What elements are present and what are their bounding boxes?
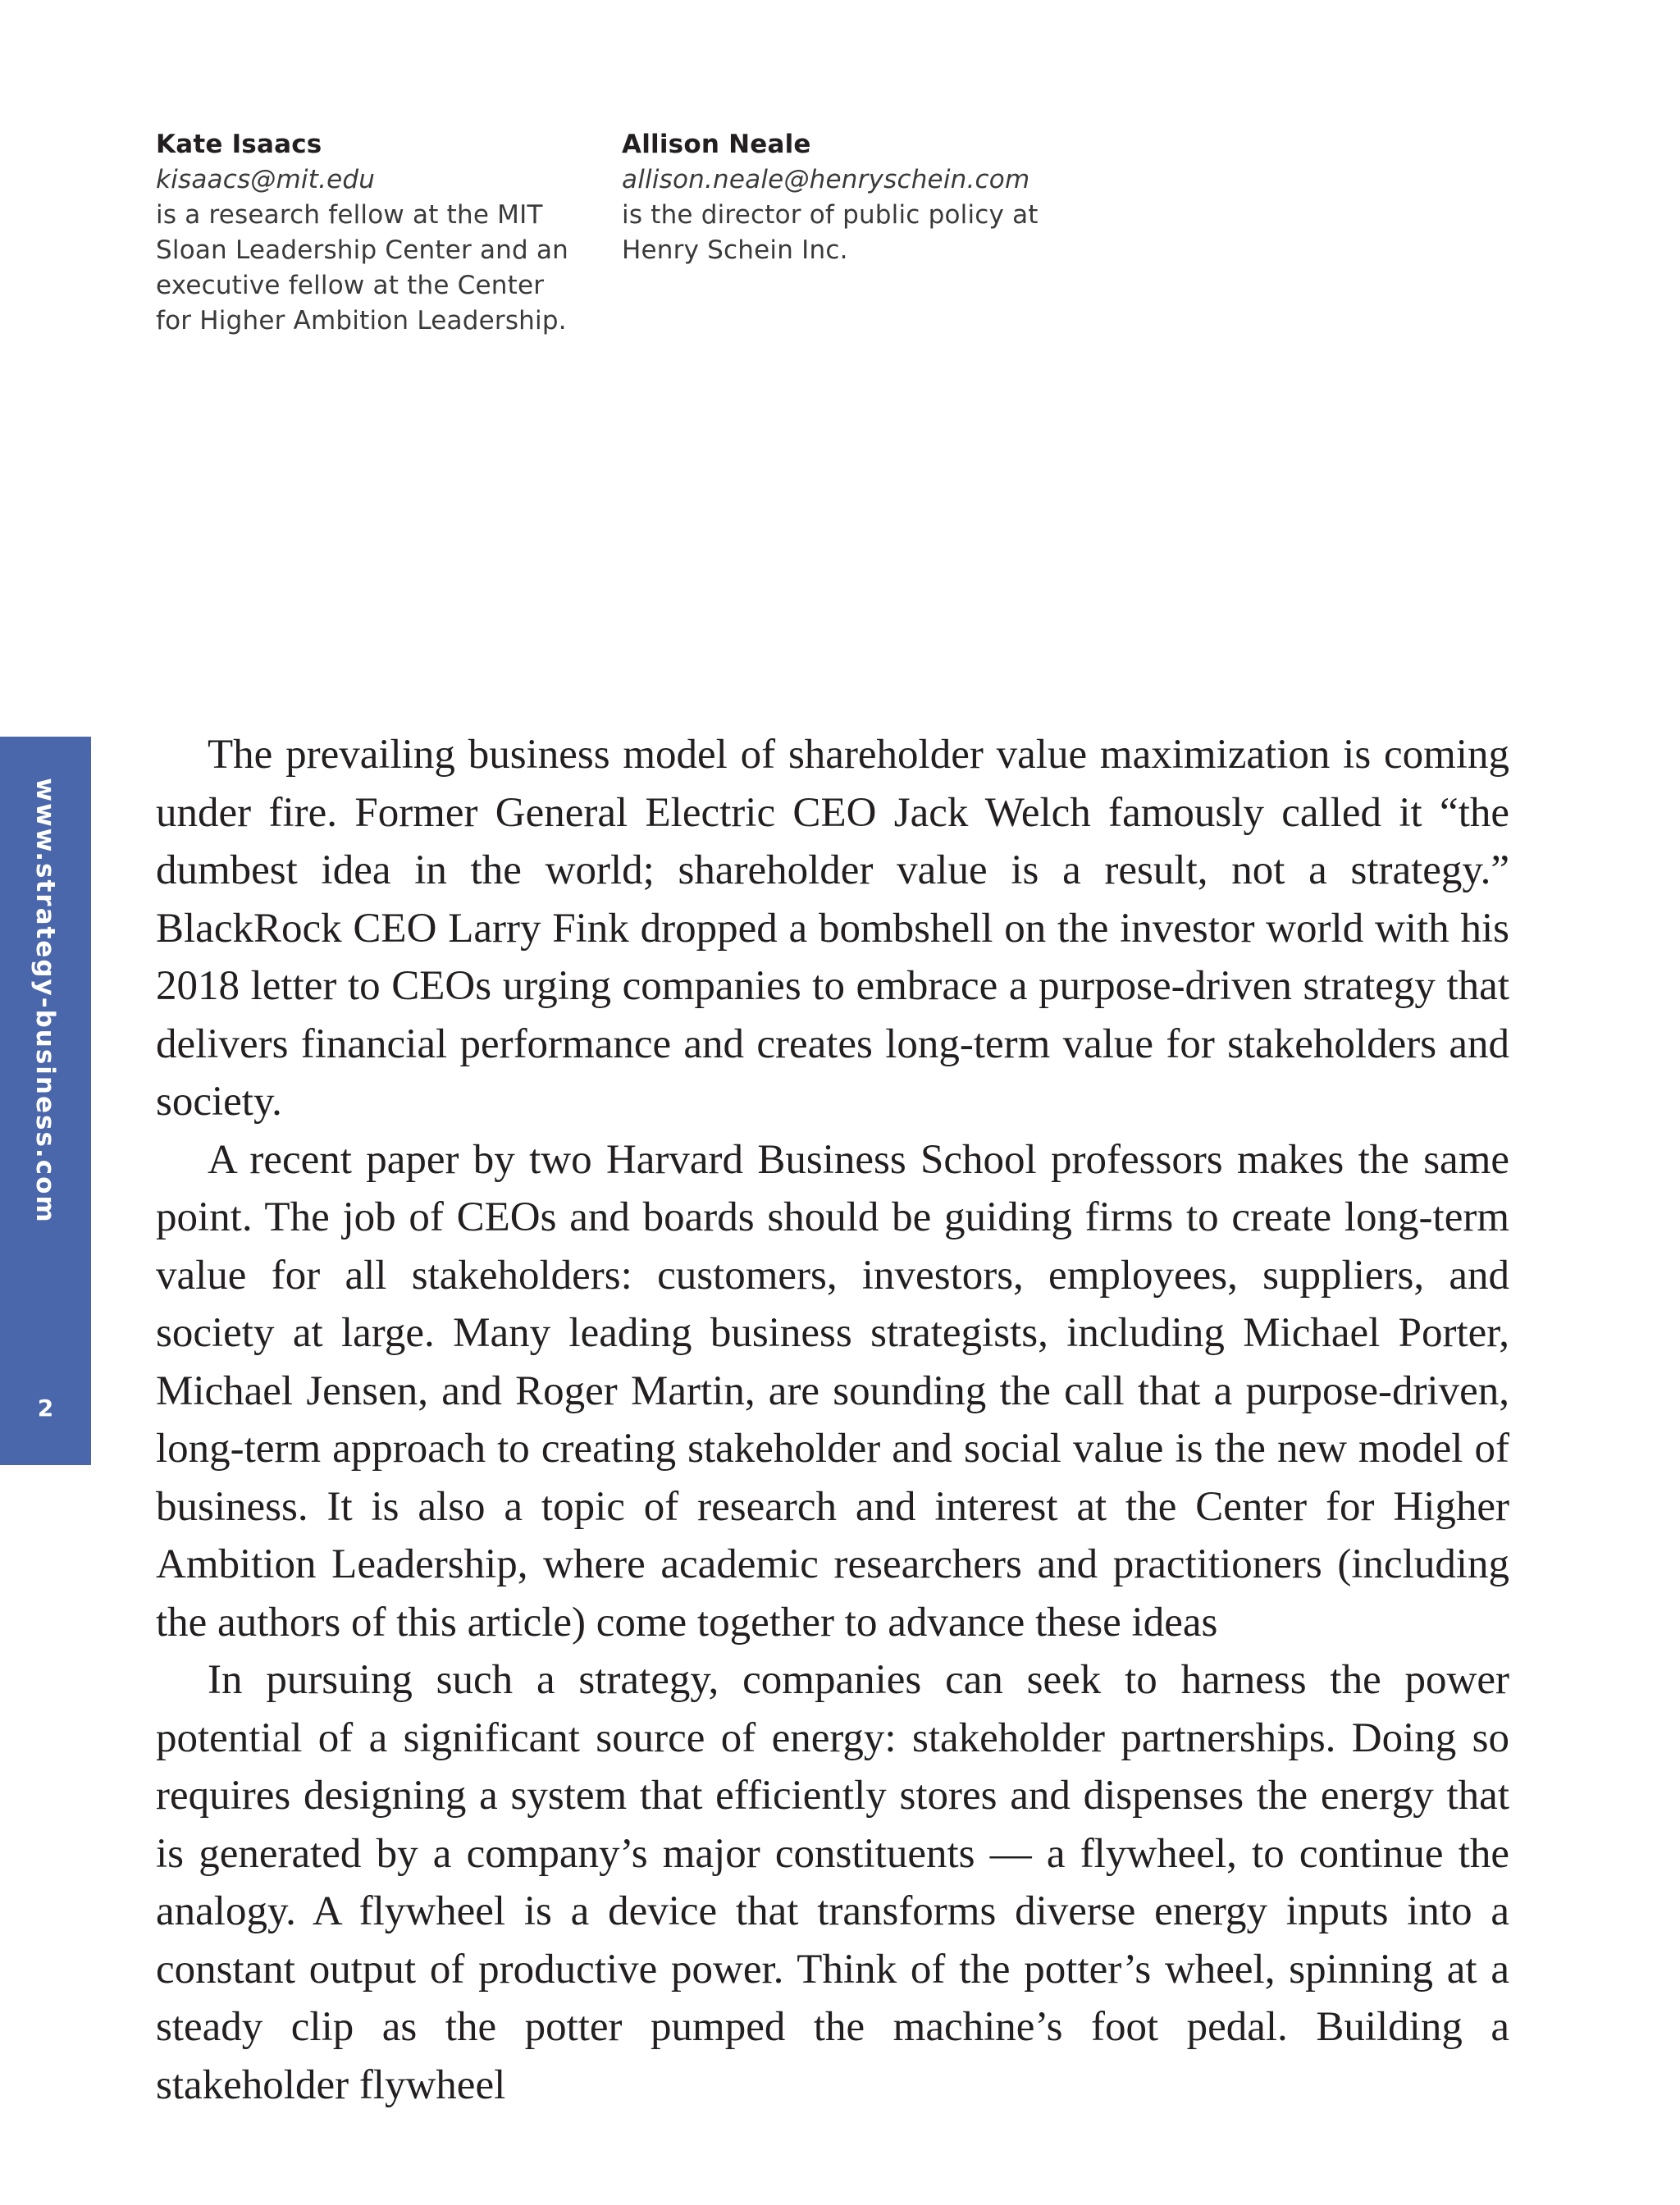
author-name: Kate Isaacs — [156, 130, 322, 159]
author-bio: is a research fellow at the MIT Sloan Leadership Center and an executive fellow at the Center for Higher Ambition Leadership. — [156, 200, 568, 336]
author-block — [156, 127, 582, 339]
article-body — [156, 726, 1509, 2114]
body-paragraph: The prevailing business model of shareholder value maximization is coming under fire. Former General Electric CEO Jack Welch famously called it “the dumbest idea in the world; shareholder value is a result, not a strategy.” BlackRock CEO Larry Fink dropped a bombshell on the investor world with his 2018 letter to CEOs urging companies to embrace a purpose-driven strategy that delivers financial performance and creates long-term value for stakeholders and society. — [156, 732, 1509, 1125]
author-email[interactable]: allison.neale@henryschein.com — [622, 165, 1030, 194]
body-paragraph: A recent paper by two Harvard Business School professors makes the same point. The job of CEOs and boards should be guiding firms to create long-term value for all stakeholders: customers, investors, employees, suppliers, and society at large. Many leading business strategists, including Michael Porter, Michael Jensen, and Roger Martin, are sounding the call that a purpose-driven, long-term approach to creating stakeholder and social value is the new model of business. It is also a topic of research and interest at the Center for Higher Ambition Leadership, where academic researchers and practitioners (including the authors of this article) come together to advance these ideas — [156, 1136, 1509, 1646]
author-name: Allison Neale — [622, 130, 811, 159]
site-url[interactable]: www.strategy-business.com — [30, 778, 60, 1224]
body-paragraph: In pursuing such a strategy, companies can seek to harness the power potential of a significant source of energy: stakeholder partnerships. Doing so requires designing a system that efficiently stores and dispenses the energy that is generated by a company’s major constituents — a flywheel, to continue the analogy. A flywheel is a device that transforms diverse energy inputs into a constant output of productive power. Think of the potter’s wheel, spinning at a steady clip as the potter pumped the machine’s foot pedal. Building a stakeholder flywheel — [156, 1657, 1509, 2108]
author-email[interactable]: kisaacs@mit.edu — [156, 165, 376, 194]
author-block — [622, 127, 1081, 268]
author-bio: is the director of public policy at Henry Schein Inc. — [622, 200, 1039, 265]
page-number: 2 — [37, 1395, 54, 1422]
